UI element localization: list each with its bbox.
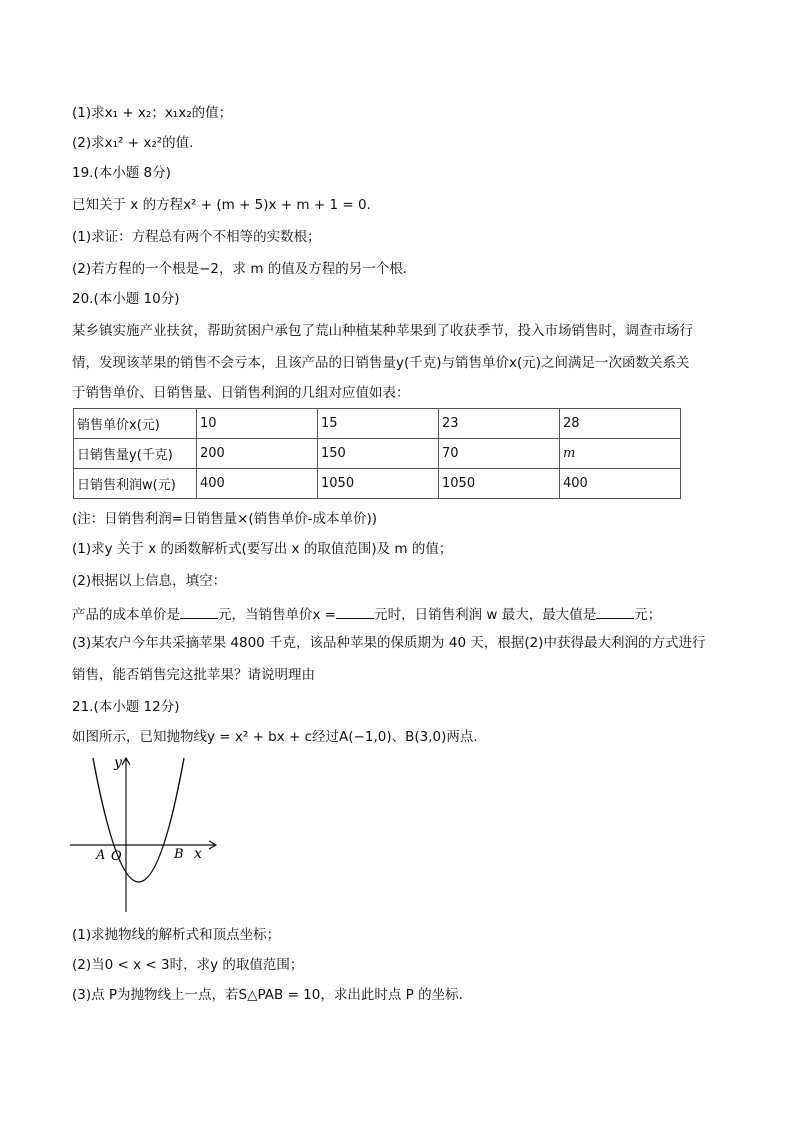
q20-stem-line1: 某乡镇实施产业扶贫，帮助贫困户承包了荒山种植某种苹果到了收获季节，投入市场销售时，调查市场行: [72, 323, 693, 339]
origin-label: O: [111, 849, 122, 864]
q20-header: 20.(本小题 10分): [72, 291, 180, 307]
table-cell: 15: [318, 409, 439, 439]
fill-text-price: 元，当销售单价x =: [218, 607, 337, 623]
answer-blank-max[interactable]: [596, 604, 634, 619]
fill-text-max: 元时，日销售利润 w 最大，最大值是: [374, 607, 597, 623]
parabola-curve: [93, 758, 184, 882]
table-cell: 200: [197, 439, 318, 469]
table-cell: m: [560, 439, 681, 469]
q19-part2: (2)若方程的一个根是−2，求 m 的值及方程的另一个根.: [72, 261, 408, 277]
table-cell: 10: [197, 409, 318, 439]
table-cell: 150: [318, 439, 439, 469]
q20-part3-line1: (3)某农户今年共采摘苹果 4800 千克，该品种苹果的保质期为 40 天，根据(2)中获得最大利润的方式进行: [72, 635, 706, 651]
row-label-volume: 日销售量y(千克): [74, 439, 197, 469]
q20-part2: (2)根据以上信息，填空：: [72, 573, 227, 589]
table-cell: 400: [197, 469, 318, 499]
row-label-price: 销售单价x(元): [74, 409, 197, 439]
q21-header: 21.(本小题 12分): [72, 699, 180, 715]
fill-text-cost: 产品的成本单价是: [72, 607, 180, 623]
q19-part1: (1)求证：方程总有两个不相等的实数根；: [72, 229, 321, 245]
q21-part2: (2)当0 < x < 3时，求y 的取值范围；: [72, 957, 304, 973]
parabola-figure: [70, 752, 220, 912]
table-cell: 28: [560, 409, 681, 439]
x-axis-label: x: [194, 846, 202, 862]
y-axis-label: y: [114, 755, 122, 771]
q20-note: (注：日销售利润=日销售量×(销售单价-成本单价)): [72, 511, 378, 527]
q20-stem-line3: 于销售单价、日销售量、日销售利润的几组对应值如表：: [72, 385, 410, 401]
table-cell: 1050: [439, 469, 560, 499]
table-row: [74, 439, 681, 469]
q20-stem-line2: 情，发现该苹果的销售不会亏本，且该产品的日销售量y(千克)与销售单价x(元)之间满足一次函数关系关: [72, 355, 690, 371]
q20-fill-line: [72, 604, 661, 624]
q20-part1: (1)求y 关于 x 的函数解析式(要写出 x 的取值范围)及 m 的值；: [72, 541, 453, 557]
table-cell: 23: [439, 409, 560, 439]
q21-part3: (3)点 P为抛物线上一点，若S△PAB = 10，求出此时点 P 的坐标．: [72, 987, 473, 1003]
point-b-label: B: [174, 847, 184, 862]
q21-part1: (1)求抛物线的解析式和顶点坐标；: [72, 927, 281, 943]
table-cell: 70: [439, 439, 560, 469]
q20-part3-line2: 销售，能否销售完这批苹果？请说明理由: [72, 667, 315, 683]
table-row: [74, 469, 681, 499]
price-sales-table: [73, 408, 681, 499]
fill-text-unit: 元；: [634, 607, 662, 623]
table-cell: 400: [560, 469, 681, 499]
row-label-profit: 日销售利润w(元): [74, 469, 197, 499]
point-a-label: A: [96, 848, 106, 863]
q19-header: 19.(本小题 8分): [72, 165, 171, 181]
q19-stem: 已知关于 x 的方程x² + (m + 5)x + m + 1 = 0.: [72, 197, 371, 213]
answer-blank-price[interactable]: [336, 604, 374, 619]
q18-part2: (2)求x₁² + x₂²的值．: [72, 135, 203, 151]
q21-stem: 如图所示，已知抛物线y = x² + bx + c经过A(−1,0)、B(3,0)两点．: [72, 729, 487, 745]
answer-blank-cost[interactable]: [180, 604, 218, 619]
table-row: [74, 409, 681, 439]
q18-part1: (1)求x₁ + x₂；x₁x₂的值；: [72, 105, 233, 121]
table-cell: 1050: [318, 469, 439, 499]
